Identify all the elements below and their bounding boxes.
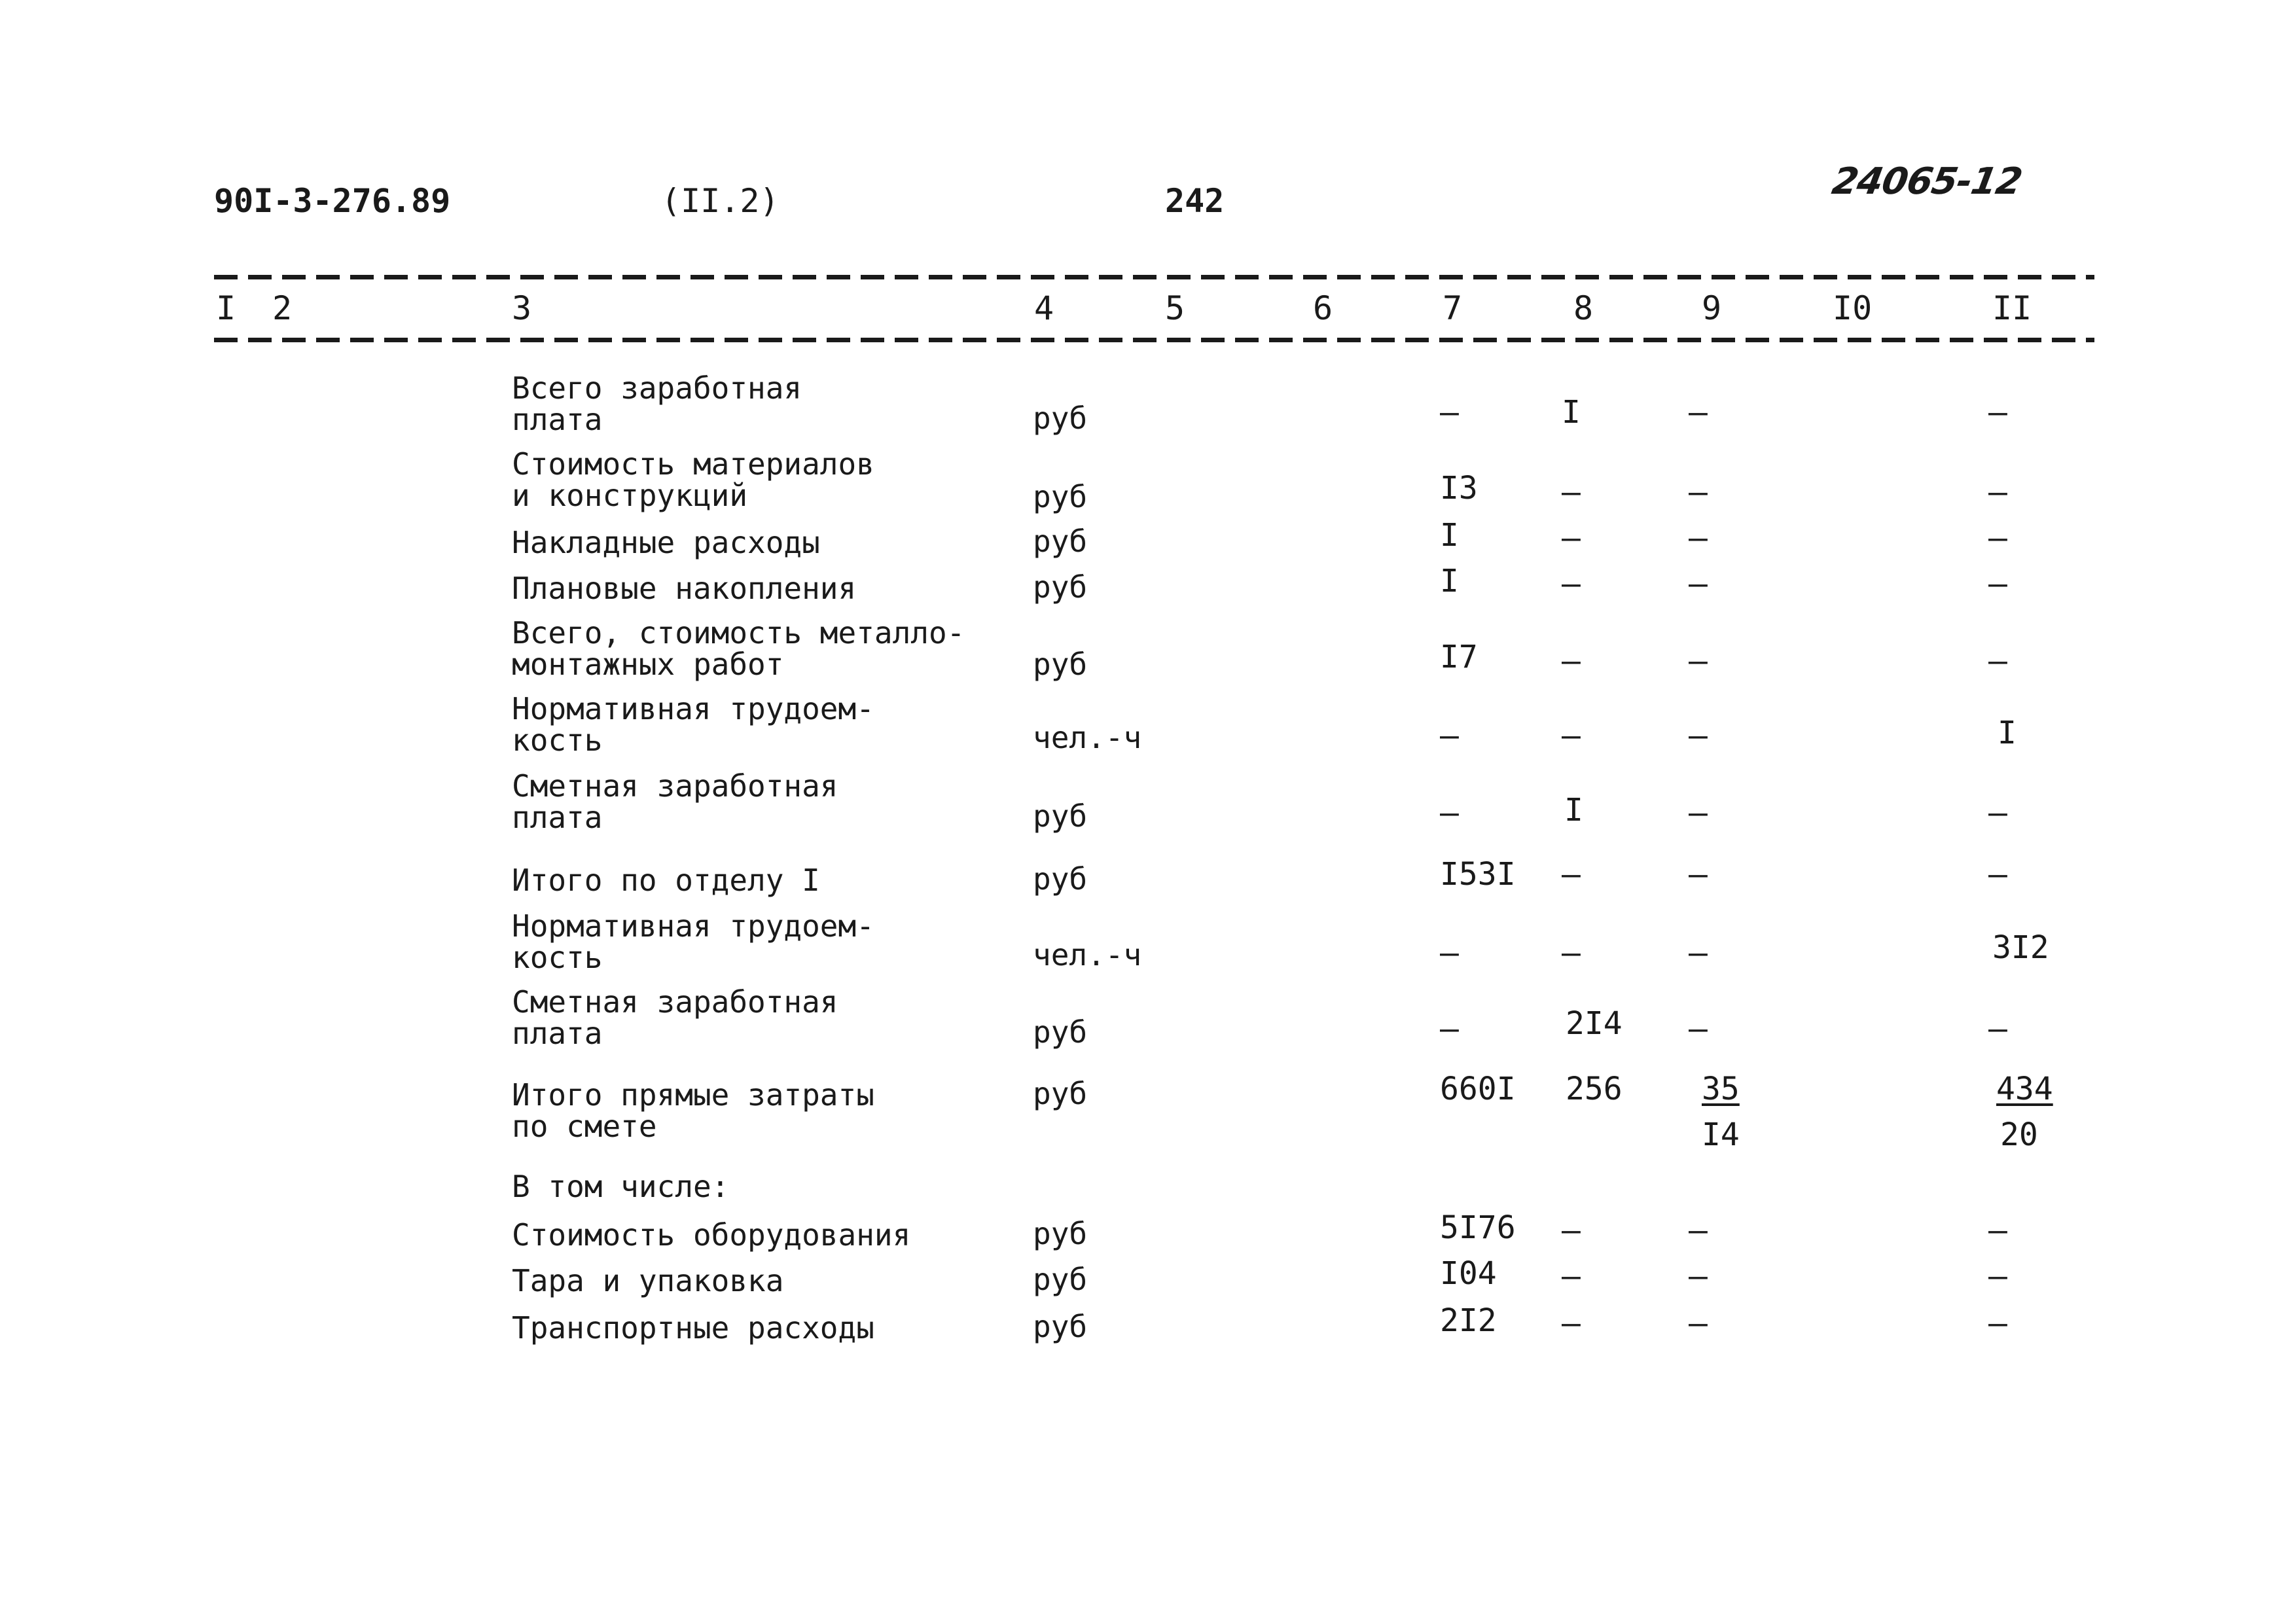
row-label-line: Нормативная трудоем- [512, 691, 874, 726]
column-header-7: 7 [1443, 289, 1463, 327]
row-unit: руб [1033, 1309, 1088, 1344]
cell-col9: – [1689, 794, 1708, 831]
column-header-3: 3 [512, 289, 532, 327]
row-label-line: Итого прямые затраты [512, 1077, 874, 1113]
row-unit: руб [1033, 1262, 1088, 1297]
cell-col9: – [1689, 935, 1708, 971]
row-unit: руб [1033, 569, 1088, 605]
cell-col9: – [1689, 520, 1708, 556]
cell-col7: I04 [1440, 1255, 1497, 1292]
row-unit: чел.-ч [1033, 937, 1142, 972]
cell-col9: – [1689, 1305, 1708, 1342]
cell-col8: – [1562, 1305, 1581, 1342]
row-label-line: Итого по отделу I [512, 863, 820, 898]
row-label-line: Стоимость материалов [512, 446, 874, 482]
row-unit: руб [1033, 1014, 1088, 1050]
row-label-line: Всего, стоимость металло- [512, 615, 965, 651]
handwritten-reference: 24065-12 [1829, 160, 2025, 203]
cell-col8: – [1562, 717, 1581, 754]
cell-col8: – [1562, 856, 1581, 893]
cell-col9: – [1689, 717, 1708, 754]
row-label-line: Всего заработная [512, 370, 802, 406]
cell-col9: – [1689, 643, 1708, 679]
cell-col9: – [1689, 1258, 1708, 1294]
cell-col7: – [1440, 794, 1459, 831]
column-header-5: 5 [1165, 289, 1185, 327]
cell-col7: I7 [1440, 639, 1478, 675]
row-label-line: монтажных работ [512, 647, 784, 682]
row-label-line: Накладные расходы [512, 525, 820, 560]
cell-col11-numerator: 434 [1996, 1071, 2053, 1107]
cell-col7: – [1440, 935, 1459, 971]
row-label-line: плата [512, 800, 603, 835]
row-label-line: Транспортные расходы [512, 1310, 874, 1346]
cell-col8: – [1562, 474, 1581, 510]
cell-col11: 3I2 [1992, 929, 2049, 966]
cell-col7: – [1440, 394, 1459, 431]
row-unit: чел.-ч [1033, 720, 1142, 755]
cell-col11: – [1988, 856, 2007, 893]
row-label-line: Сметная заработная [512, 768, 838, 804]
cell-col9-numerator: 35 [1702, 1071, 1740, 1107]
row-unit: руб [1033, 647, 1088, 682]
row-label-line: Плановые накопления [512, 571, 857, 606]
header-top-rule [214, 275, 2094, 279]
row-unit: руб [1033, 798, 1088, 834]
row-label-line: Сметная заработная [512, 984, 838, 1020]
column-header-1: I [216, 289, 236, 327]
cell-col11: – [1988, 1010, 2007, 1047]
cell-col7: – [1440, 1010, 1459, 1047]
column-header-8: 8 [1573, 289, 1594, 327]
cell-col8: – [1562, 643, 1581, 679]
cell-col7: 660I [1440, 1071, 1516, 1107]
cell-col7: I53I [1440, 856, 1516, 893]
row-unit: руб [1033, 479, 1088, 514]
cell-col11: – [1988, 1258, 2007, 1294]
row-unit: руб [1033, 524, 1088, 559]
cell-col9: – [1689, 1010, 1708, 1047]
cell-col11: – [1988, 394, 2007, 431]
row-label-line: и конструкций [512, 478, 748, 513]
cell-col9: – [1689, 1212, 1708, 1249]
cell-col8: I [1562, 394, 1581, 431]
row-unit: руб [1033, 861, 1088, 897]
column-header-6: 6 [1313, 289, 1333, 327]
cell-col11: – [1988, 565, 2007, 602]
cell-col8: – [1562, 1212, 1581, 1249]
row-label-line: Тара и упаковка [512, 1263, 784, 1298]
cell-col7: 5I76 [1440, 1209, 1516, 1246]
row-unit: руб [1033, 1216, 1088, 1251]
cell-col7: – [1440, 717, 1459, 754]
section-number: (II.2) [661, 182, 780, 220]
row-label-line: Нормативная трудоем- [512, 908, 874, 944]
cell-col11: – [1988, 794, 2007, 831]
cell-col8: – [1562, 935, 1581, 971]
row-label-line: по смете [512, 1109, 657, 1144]
cell-col7: 2I2 [1440, 1302, 1497, 1339]
row-label-line: кость [512, 940, 603, 975]
cell-col9: – [1689, 565, 1708, 602]
row-unit: руб [1033, 1076, 1088, 1111]
cell-col11: – [1988, 520, 2007, 556]
cell-col11-denominator: 20 [2000, 1116, 2038, 1153]
cell-col7: I [1440, 517, 1459, 554]
cell-col8: 256 [1566, 1071, 1623, 1107]
cell-col11: I [1998, 715, 2017, 751]
cell-col9: – [1689, 856, 1708, 893]
cell-col11: – [1988, 1212, 2007, 1249]
cell-col8: – [1562, 565, 1581, 602]
cell-col7: I [1440, 563, 1459, 599]
header-bottom-rule [214, 338, 2094, 342]
row-label-line: плата [512, 402, 603, 437]
column-header-4: 4 [1034, 289, 1054, 327]
cell-col9: – [1689, 474, 1708, 510]
cell-col11: – [1988, 1305, 2007, 1342]
cell-col11: – [1988, 474, 2007, 510]
cell-col8: – [1562, 1258, 1581, 1294]
document-code: 90I-3-276.89 [214, 182, 451, 220]
column-header-9: 9 [1702, 289, 1722, 327]
cell-col8: – [1562, 520, 1581, 556]
cell-col11: – [1988, 643, 2007, 679]
row-label-line: Стоимость оборудования [512, 1217, 911, 1253]
row-label-line: В том числе: [512, 1169, 730, 1204]
cell-col9: – [1689, 394, 1708, 431]
cell-col7: I3 [1440, 470, 1478, 507]
row-label-line: кость [512, 722, 603, 758]
column-header-2: 2 [272, 289, 293, 327]
row-label-line: плата [512, 1016, 603, 1051]
column-header-11: II [1992, 289, 2032, 327]
page-number: 242 [1165, 182, 1225, 220]
cell-col9-denominator: I4 [1702, 1116, 1740, 1153]
column-header-10: I0 [1833, 289, 1873, 327]
row-unit: руб [1033, 401, 1088, 436]
cell-col8: 2I4 [1566, 1005, 1623, 1042]
cell-col8: I [1564, 792, 1583, 829]
